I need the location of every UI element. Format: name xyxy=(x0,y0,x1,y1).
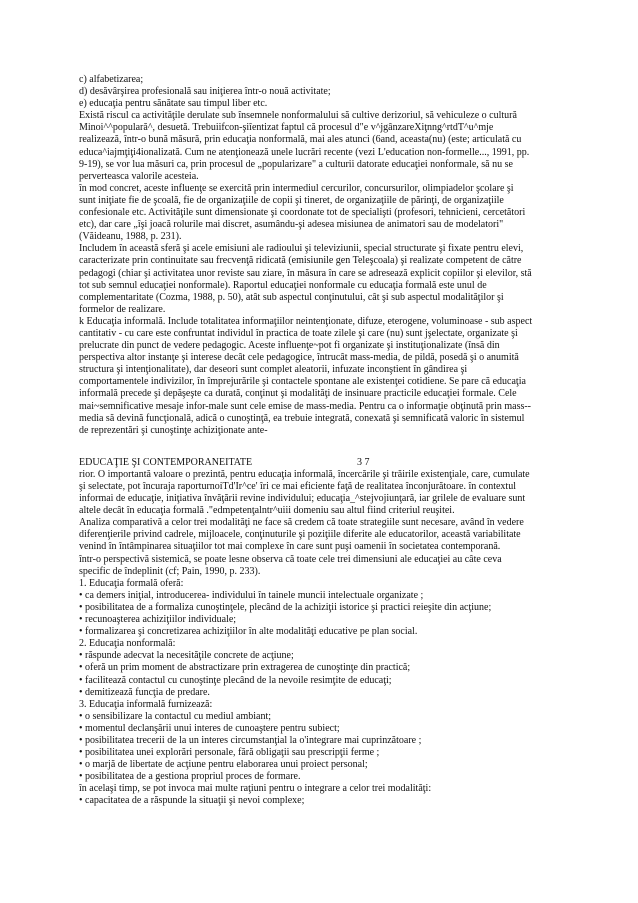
text-line: Minoi^^populară^, desuetă. Trebuiifcon-şiîentizat faptul că procesul d"e v^jgânzareXiţnng^rtdT^u^mje xyxy=(79,122,494,134)
document-page xyxy=(79,74,559,808)
text-line: cantitativ - cu care este confruntat individul în practica de toate zilele şi care (nu) sunt jşelectate, organizate şi xyxy=(79,327,518,339)
list-item: • posibilitatea trecerii de la un interes circumstanţial la o'integrare mai cuprinzătoare ; xyxy=(79,734,422,746)
text-line: complementaritate (Cozma, 1988, p. 50), atât sub aspectul conţinutului, cât şi sub aspectul modalităţilor şi xyxy=(79,291,504,303)
text-line: altele decât în educaţia formală ."edmpetenţalntr^uiii domeniu sau altul fiind criteriul reuşitei. xyxy=(79,505,455,517)
text-line: mai~semnificative mesaje infor-male sunt cele emise de mass-media. Pentru ca o informaţie obţinută prin mass-- xyxy=(79,400,532,412)
list-item: • ca demers iniţial, introducerea- individului în tainele muncii intelectuale organizate ; xyxy=(79,589,424,601)
text-line: pedagogi (chiar şi activitatea unor reviste sau ziare, în măsura în care se adresează explicit copiilor şi elevilor, stă xyxy=(79,267,532,279)
text-line: structura şi intenţionalitate), dar deseori sunt complet aleatorii, infuzate inconştient în gândirea şi xyxy=(79,364,468,376)
text-line: k Educaţia informală. Include totalitatea informaţiilor neintenţionate, difuze, eterogene, voluminoase - sub aspect xyxy=(79,315,533,327)
text-line: media să devină funcţională, adică o cunoştinţă, ea trebuie integrată, conexată şi semnificată valoric în sistemul xyxy=(79,412,525,424)
text-line: e) educaţia pentru sănătate sau timpul liber etc. xyxy=(79,98,268,110)
text-line: realizează, într-o bună măsură, prin educaţia nonformală, mai ales atunci (6and, aceasta(nu) (este; articulată cu xyxy=(79,134,522,146)
list-item: • momentul declanşării unui interes de cunoaştere pentru subiect; xyxy=(79,722,340,734)
text-line: perspectiva altor instanţe şi interese decât cele pedagogice, întrucât mass-media, de pildă, posedă şi o anumită xyxy=(79,352,519,364)
running-header-title: EDUCAŢIE ŞI CONTEMPORANEITATE xyxy=(79,456,253,468)
text-line: sunt iniţiate fie de şcoală, fie de organizaţiile de copii şi tineret, de organizaţiile de părinţi, de organizaţiile xyxy=(79,194,504,206)
list-item: • o sensibilizare la contactul cu mediul ambiant; xyxy=(79,710,272,722)
text-line: formelor de realizare. xyxy=(79,303,166,315)
text-line: Includem în această sferă şi acele emisiuni ale radioului şi televiziunii, special structurate şi fixate pentru elevi, xyxy=(79,243,524,255)
text-line: în acelaşi timp, se pot invoca mai multe raţiuni pentru o integrare a celor trei modalităţi: xyxy=(79,783,432,795)
text-line: tot sub semnul educaţiei nonformale). Raportul educaţiei nonformale cu educaţia formală este unul de xyxy=(79,279,487,291)
list-item: • răspunde adecvat la necesităţile concrete de acţiune; xyxy=(79,650,294,662)
text-line: educa^iajmţiţi4ionalizată. Cum ne atenţionează unele lucrări recente (vezi L'education non-formelle..., 1991, pp. xyxy=(79,146,530,158)
text-line: într-o perspectivă sistemică, se poate lesne observa că toate cele trei dimensiuni ale educaţiei au câte ceva xyxy=(79,553,502,565)
text-line: prelucrate din punct de vedere pedagogic. Aceste influenţe~pot fi organizate şi instituţionalizate (însă din xyxy=(79,340,500,352)
list-heading: 1. Educaţia formală oferă: xyxy=(79,577,184,589)
text-block-upper xyxy=(79,74,559,437)
text-line: c) alfabetizarea; xyxy=(79,74,144,85)
list-heading: 2. Educaţia nonformală: xyxy=(79,638,176,650)
list-item: • recunoaşterea achiziţiilor individuale; xyxy=(79,614,237,626)
text-line: comportamentele indivizilor, în împrejurările şi contactele spontane ale existenţei cotidiene. Se pare că educaţia xyxy=(79,376,526,388)
text-line: şi selectate, pot încuraja raporturnoiTd'Ir^ce' îri ce mai eficiente faţă de realitatea înconjurătoare. în contextul xyxy=(79,481,516,492)
text-line: etc), dar care „îşi joacă rolurile mai discret, asumându-şi adesea misiunea de animatori sau de modelatori" xyxy=(79,219,504,231)
text-line: d) desăvârşirea profesională sau iniţierea într-o nouă activitate; xyxy=(79,86,331,98)
text-line: (Văideanu, 1988, p. 231). xyxy=(79,231,182,243)
text-line: Analiza comparativă a celor trei modalităţi ne face să credem că toate strategiile sunt necesare, având în vedere xyxy=(79,517,524,529)
text-line: în mod concret, aceste influenţe se exercită prin intermediul cercurilor, concursurilor, olimpiadelor şcolare şi xyxy=(79,182,514,194)
text-line: specific de îndeplinit (cf; Pain, 1990, p. 233). xyxy=(79,565,261,577)
list-item: • facilitează contactul cu cunoştinţe plecând de la nevoile resimţite de educaţi; xyxy=(79,674,392,686)
list-item: • posibilitatea de a formaliza cunoştinţele, plecând de la achiziţii istorice şi practici reieşite din acţiune; xyxy=(79,601,492,613)
page-break-gap xyxy=(79,437,559,457)
list-heading: 3. Educaţia informală furnizează: xyxy=(79,698,213,710)
list-item: • capacitatea de a răspunde la situaţii şi nevoi complexe; xyxy=(79,795,305,807)
list-item: • posibilitatea unei explorări personale, fără obligaţii sau prescripţii ferme ; xyxy=(79,747,380,759)
list-item: • oferă un prim moment de abstractizare prin extragerea de cunoştinţe din practică; xyxy=(79,662,411,674)
text-block-lower xyxy=(79,469,559,808)
list-item: • formalizarea şi concretizarea achiziţiilor în alte modalităţi educative pe plan social. xyxy=(79,626,418,638)
list-item: • o marjă de libertate de acţiune pentru elaborarea unui proiect personal; xyxy=(79,759,368,771)
text-line: confesionale etc. Activităţile sunt dimensionate şi coordonate tot de specialişti (profesori, tehnicieni, cercetători xyxy=(79,207,526,219)
text-line: perverteasca valorile acesteia. xyxy=(79,170,199,182)
list-item: • posibilitatea de a gestiona propriul proces de formare. xyxy=(79,771,301,783)
running-header xyxy=(79,457,559,469)
text-line: informală precede şi depăşeşte ca durată, conţinut şi modalităţi de insinuare practicile educaţiei formale. Cele xyxy=(79,388,517,400)
text-line: Există riscul ca activităţile derulate sub însemnele nonformalului să cultive derizoriul, să vehiculeze o cultură xyxy=(79,110,517,122)
text-line: rior. O importantă valoare o prezintă, pentru educaţia informală, încercările şi trăirile existenţiale, care, cumulate xyxy=(79,468,530,480)
text-line: de reprezentări şi cunoştinţe achiziţionate ante- xyxy=(79,424,268,436)
text-line: venind în întâmpinarea situaţiilor tot mai complexe în care sunt puşi oamenii în societatea contemporană. xyxy=(79,541,501,553)
text-line: diferenţierile privind cadrele, mijloacele, conţinuturile şi poziţiile diferite ale educatorilor, această variabilitate xyxy=(79,529,521,541)
page-number: 3 7 xyxy=(357,456,370,468)
text-line: informai de educaţie, iniţiativa învăţării revine individului; educaţia_^stejvojiunţară, iar grilele de evaluare sunt xyxy=(79,493,526,505)
text-line: caracterizate prin continuitate sau frecvenţă ridicată (emisiunile gen Teleşcoala) şi realizate competent de către xyxy=(79,255,522,267)
list-item: • demitizează funcţia de predare. xyxy=(79,686,210,698)
text-line: 9-19), se vor lua măsuri ca, prin procesul de „popularizare" a culturii datorate educaţiei nonformale, să nu se xyxy=(79,158,513,170)
